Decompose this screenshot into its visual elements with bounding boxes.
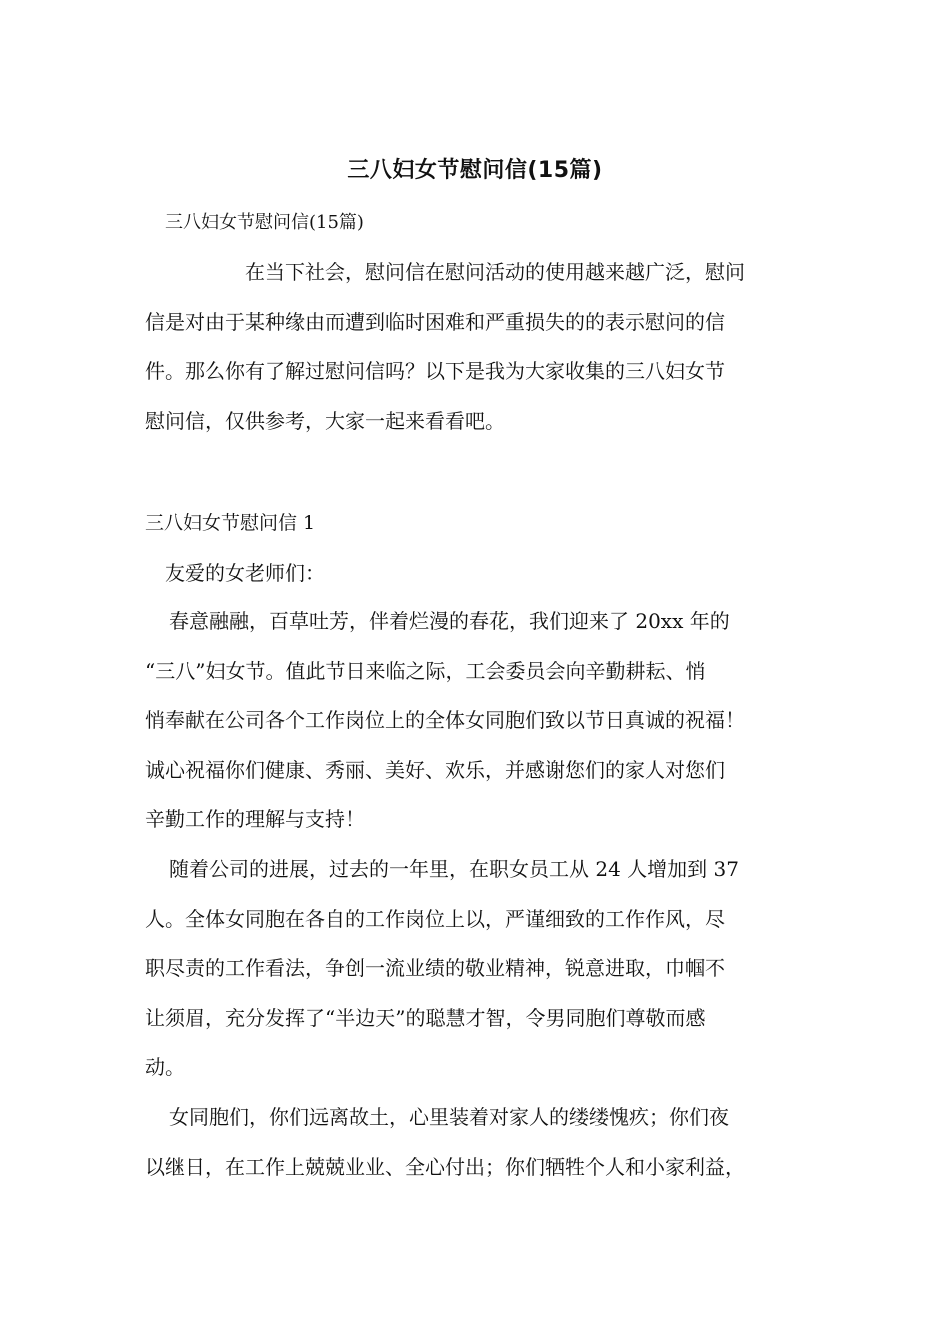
intro-paragraph [145,248,815,446]
body-line: 悄奉献在公司各个工作岗位上的全体女同胞们致以节日真诚的祝福！ [145,708,745,733]
body-line: 诚心祝福你们健康、秀丽、美好、欢乐，并感谢您们的家人对您们 [145,757,725,782]
body-line: 动。 [145,1055,185,1080]
body-line: 辛勤工作的理解与支持！ [145,807,365,832]
body-line: 女同胞们，你们远离故土，心里装着对家人的缕缕愧疚；你们夜 [169,1104,729,1129]
document-subtitle: 三八妇女节慰问信(15篇) [165,212,364,233]
section-heading: 三八妇女节慰问信 1 [145,512,316,534]
intro-line: 慰问信，仅供参考，大家一起来看看吧。 [145,408,505,433]
body-line: 随着公司的进展，过去的一年里，在职女员工从 24 人增加到 37 [169,856,739,881]
intro-line: 在当下社会，慰问信在慰问活动的使用越来越广泛，慰问 [245,260,745,284]
salutation: 友爱的女老师们： [165,561,325,585]
body-line: 春意融融，百草吐芳，伴着烂漫的春花，我们迎来了 20xx 年的 [169,609,730,633]
body-line: 职尽责的工作看法，争创一流业绩的敬业精神，锐意进取，巾帼不 [145,956,725,981]
body-line: 让须眉，充分发挥了“半边天”的聪慧才智，令男同胞们尊敬而感 [145,1005,706,1030]
intro-line: 件。那么你有了解过慰问信吗？以下是我为大家收集的三八妇女节 [145,359,725,384]
document-title: 三八妇女节慰问信(15篇) [347,158,603,183]
letter-body [145,597,815,1192]
intro-line: 信是对由于某种缘由而遭到临时困难和严重损失的的表示慰问的信 [145,309,725,334]
body-line: “三八”妇女节。值此节日来临之际，工会委员会向辛勤耕耘、悄 [145,658,706,683]
body-line: 以继日，在工作上兢兢业业、全心付出；你们牺牲个人和小家利益， [145,1154,745,1179]
body-line: 人。全体女同胞在各自的工作岗位上以，严谨细致的工作作风，尽 [145,906,725,931]
